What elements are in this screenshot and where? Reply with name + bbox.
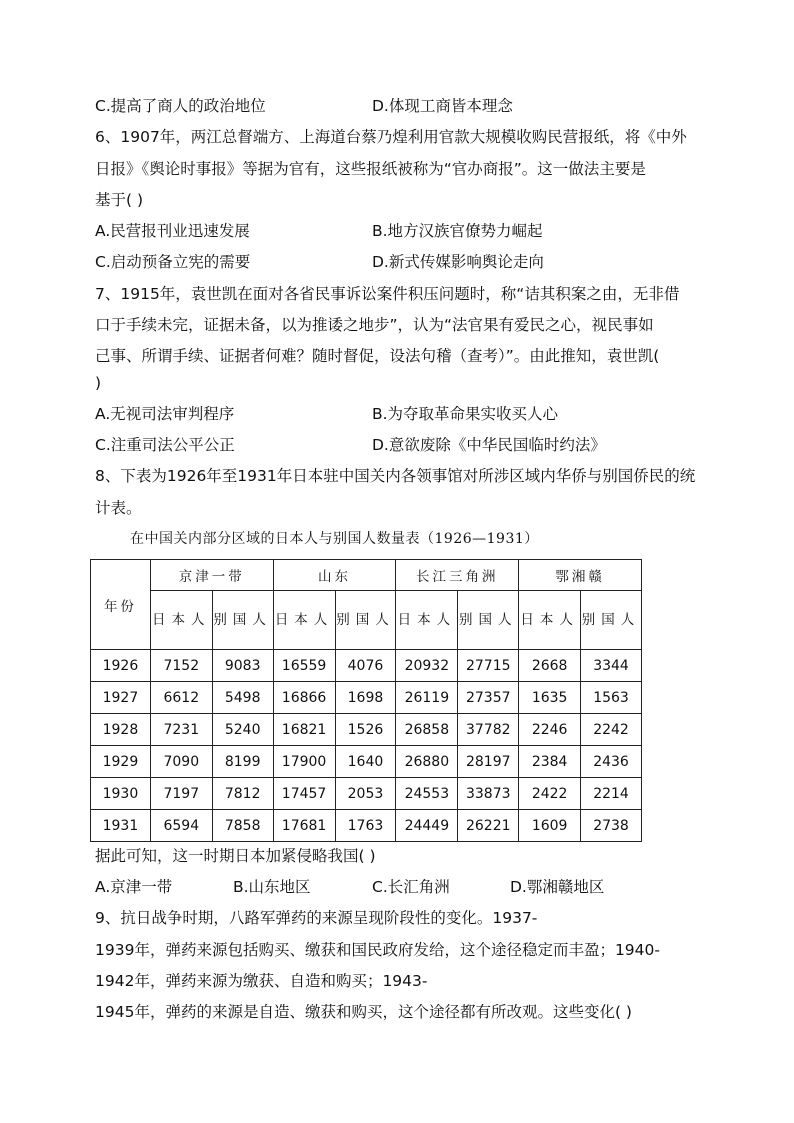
table-cell: 17681 (273, 810, 335, 842)
table-cell: 1930 (91, 778, 151, 810)
table-cell: 1926 (91, 650, 151, 682)
table-cell: 2384 (519, 746, 581, 778)
table-cell: 26221 (458, 810, 519, 842)
table-row (91, 714, 642, 746)
table-cell: 1931 (91, 810, 151, 842)
table-cell: 1640 (335, 746, 396, 778)
table-cell: 7858 (212, 810, 273, 842)
table-cell: 8199 (212, 746, 273, 778)
table-body (91, 650, 642, 842)
group-header-shandong: 山东 (273, 560, 396, 591)
q6-option-b: B.地方汉族官僚势力崛起 (372, 222, 543, 240)
table-cell: 20932 (396, 650, 458, 682)
q5-option-d: D.体现工商皆本理念 (372, 97, 513, 115)
group-header-exianggan: 鄂湘赣 (519, 560, 642, 591)
table-caption: 在中国关内部分区域的日本人与别国人数量表（1926—1931） (130, 531, 539, 547)
q5-option-c: C.提高了商人的政治地位 (95, 97, 266, 115)
table-cell: 26880 (396, 746, 458, 778)
q8-option-c: C.长汇角洲 (372, 878, 450, 896)
table-cell: 6612 (150, 682, 212, 714)
sub-header-other: 别国人 (212, 591, 273, 650)
q9-stem-line-4: 1945年，弹药的来源是自造、缴获和购买，这个途径都有所改观。这些变化( ) (95, 1003, 632, 1021)
table-cell: 1698 (335, 682, 396, 714)
table-cell: 1609 (519, 810, 581, 842)
table-cell: 28197 (458, 746, 519, 778)
q7-option-d: D.意欲废除《中华民国临时约法》 (372, 436, 606, 454)
table-cell: 5240 (212, 714, 273, 746)
table-cell: 17457 (273, 778, 335, 810)
q7-stem-line-1: 7、1915年，袁世凯在面对各省民事诉讼案件积压问题时，称“诘其积案之由，无非借 (95, 285, 680, 303)
q8-option-d: D.鄂湘赣地区 (510, 878, 605, 896)
table-cell: 24553 (396, 778, 458, 810)
table-cell: 16866 (273, 682, 335, 714)
table-cell: 17900 (273, 746, 335, 778)
q9-stem-line-2: 1939年，弹药来源包括购买、缴获和国民政府发给，这个途径稳定而丰盈；1940- (95, 941, 660, 959)
table-cell: 2053 (335, 778, 396, 810)
q8-option-b: B.山东地区 (233, 878, 311, 896)
table-cell: 3344 (581, 650, 642, 682)
table-cell: 7812 (212, 778, 273, 810)
q6-stem-line-1: 6、1907年，两江总督端方、上海道台蔡乃煌利用官款大规模收购民营报纸，将《中外 (95, 128, 687, 146)
table-cell: 5498 (212, 682, 273, 714)
sub-header-japanese: 日本人 (273, 591, 335, 650)
q8-option-a: A.京津一带 (95, 878, 173, 896)
table-cell: 1563 (581, 682, 642, 714)
q6-stem-line-2: 日报》《舆论时事报》等据为官有，这些报纸被称为“官办商报”。这一做法主要是 (95, 160, 646, 178)
table-cell: 1763 (335, 810, 396, 842)
table-cell: 16821 (273, 714, 335, 746)
q7-stem-line-4: ) (95, 374, 102, 392)
q9-stem-line-3: 1942年，弹药来源为缴获、自造和购买；1943- (95, 972, 428, 990)
q8-stem-line-1: 8、下表为1926年至1931年日本驻中国关内各领事馆对所涉区域内华侨与别国侨民的统 (95, 467, 696, 485)
sub-header-japanese: 日本人 (396, 591, 458, 650)
table-row (91, 810, 642, 842)
table-cell: 2246 (519, 714, 581, 746)
table-cell: 1526 (335, 714, 396, 746)
table-row (91, 650, 642, 682)
sub-header-other: 别国人 (581, 591, 642, 650)
q8-stem-line-2: 计表。 (95, 499, 142, 517)
table-cell: 37782 (458, 714, 519, 746)
population-table (90, 559, 642, 842)
table-row (91, 746, 642, 778)
group-header-yangtze-delta: 长江三角洲 (396, 560, 519, 591)
table-cell: 27357 (458, 682, 519, 714)
year-header: 年份 (91, 560, 151, 650)
table-cell: 1635 (519, 682, 581, 714)
table-cell: 16559 (273, 650, 335, 682)
table-cell: 2422 (519, 778, 581, 810)
q7-option-b: B.为夺取革命果实收买人心 (372, 405, 559, 423)
q6-stem-line-3: 基于( ) (95, 191, 144, 209)
sub-header-other: 别国人 (335, 591, 396, 650)
table-cell: 1928 (91, 714, 151, 746)
table-cell: 6594 (150, 810, 212, 842)
table-cell: 4076 (335, 650, 396, 682)
group-header-jingjin: 京津一带 (150, 560, 273, 591)
q7-option-c: C.注重司法公平公正 (95, 436, 235, 454)
table-cell: 2738 (581, 810, 642, 842)
table-row (91, 778, 642, 810)
sub-header-japanese: 日本人 (150, 591, 212, 650)
table-cell: 2668 (519, 650, 581, 682)
table-cell: 2242 (581, 714, 642, 746)
q6-option-c: C.启动预备立宪的需要 (95, 253, 251, 271)
q7-option-a: A.无视司法审判程序 (95, 405, 235, 423)
table-cell: 33873 (458, 778, 519, 810)
table-cell: 9083 (212, 650, 273, 682)
table-cell: 2214 (581, 778, 642, 810)
table-cell: 26858 (396, 714, 458, 746)
table-cell: 1929 (91, 746, 151, 778)
q7-stem-line-3: 己事、所谓手续、证据者何难？随时督促，设法句稽（查考）”。由此推知，袁世凯( (95, 347, 660, 365)
table-cell: 2436 (581, 746, 642, 778)
table-cell: 24449 (396, 810, 458, 842)
table-cell: 7090 (150, 746, 212, 778)
sub-header-japanese: 日本人 (519, 591, 581, 650)
q8-after-table: 据此可知，这一时期日本加紧侵略我国( ) (95, 847, 376, 865)
table-cell: 7152 (150, 650, 212, 682)
sub-header-other: 别国人 (458, 591, 519, 650)
q7-stem-line-2: 口于手续未完，证据未备，以为推诿之地步”，认为“法官果有爱民之心，视民事如 (95, 316, 654, 334)
table-row (91, 682, 642, 714)
q6-option-a: A.民营报刊业迅速发展 (95, 222, 250, 240)
table-cell: 26119 (396, 682, 458, 714)
table-cell: 27715 (458, 650, 519, 682)
table-cell: 1927 (91, 682, 151, 714)
q9-stem-line-1: 9、抗日战争时期，八路军弹药的来源呈现阶段性的变化。1937- (95, 909, 538, 927)
q6-option-d: D.新式传媒影响舆论走向 (372, 253, 544, 271)
table-cell: 7231 (150, 714, 212, 746)
table-cell: 7197 (150, 778, 212, 810)
